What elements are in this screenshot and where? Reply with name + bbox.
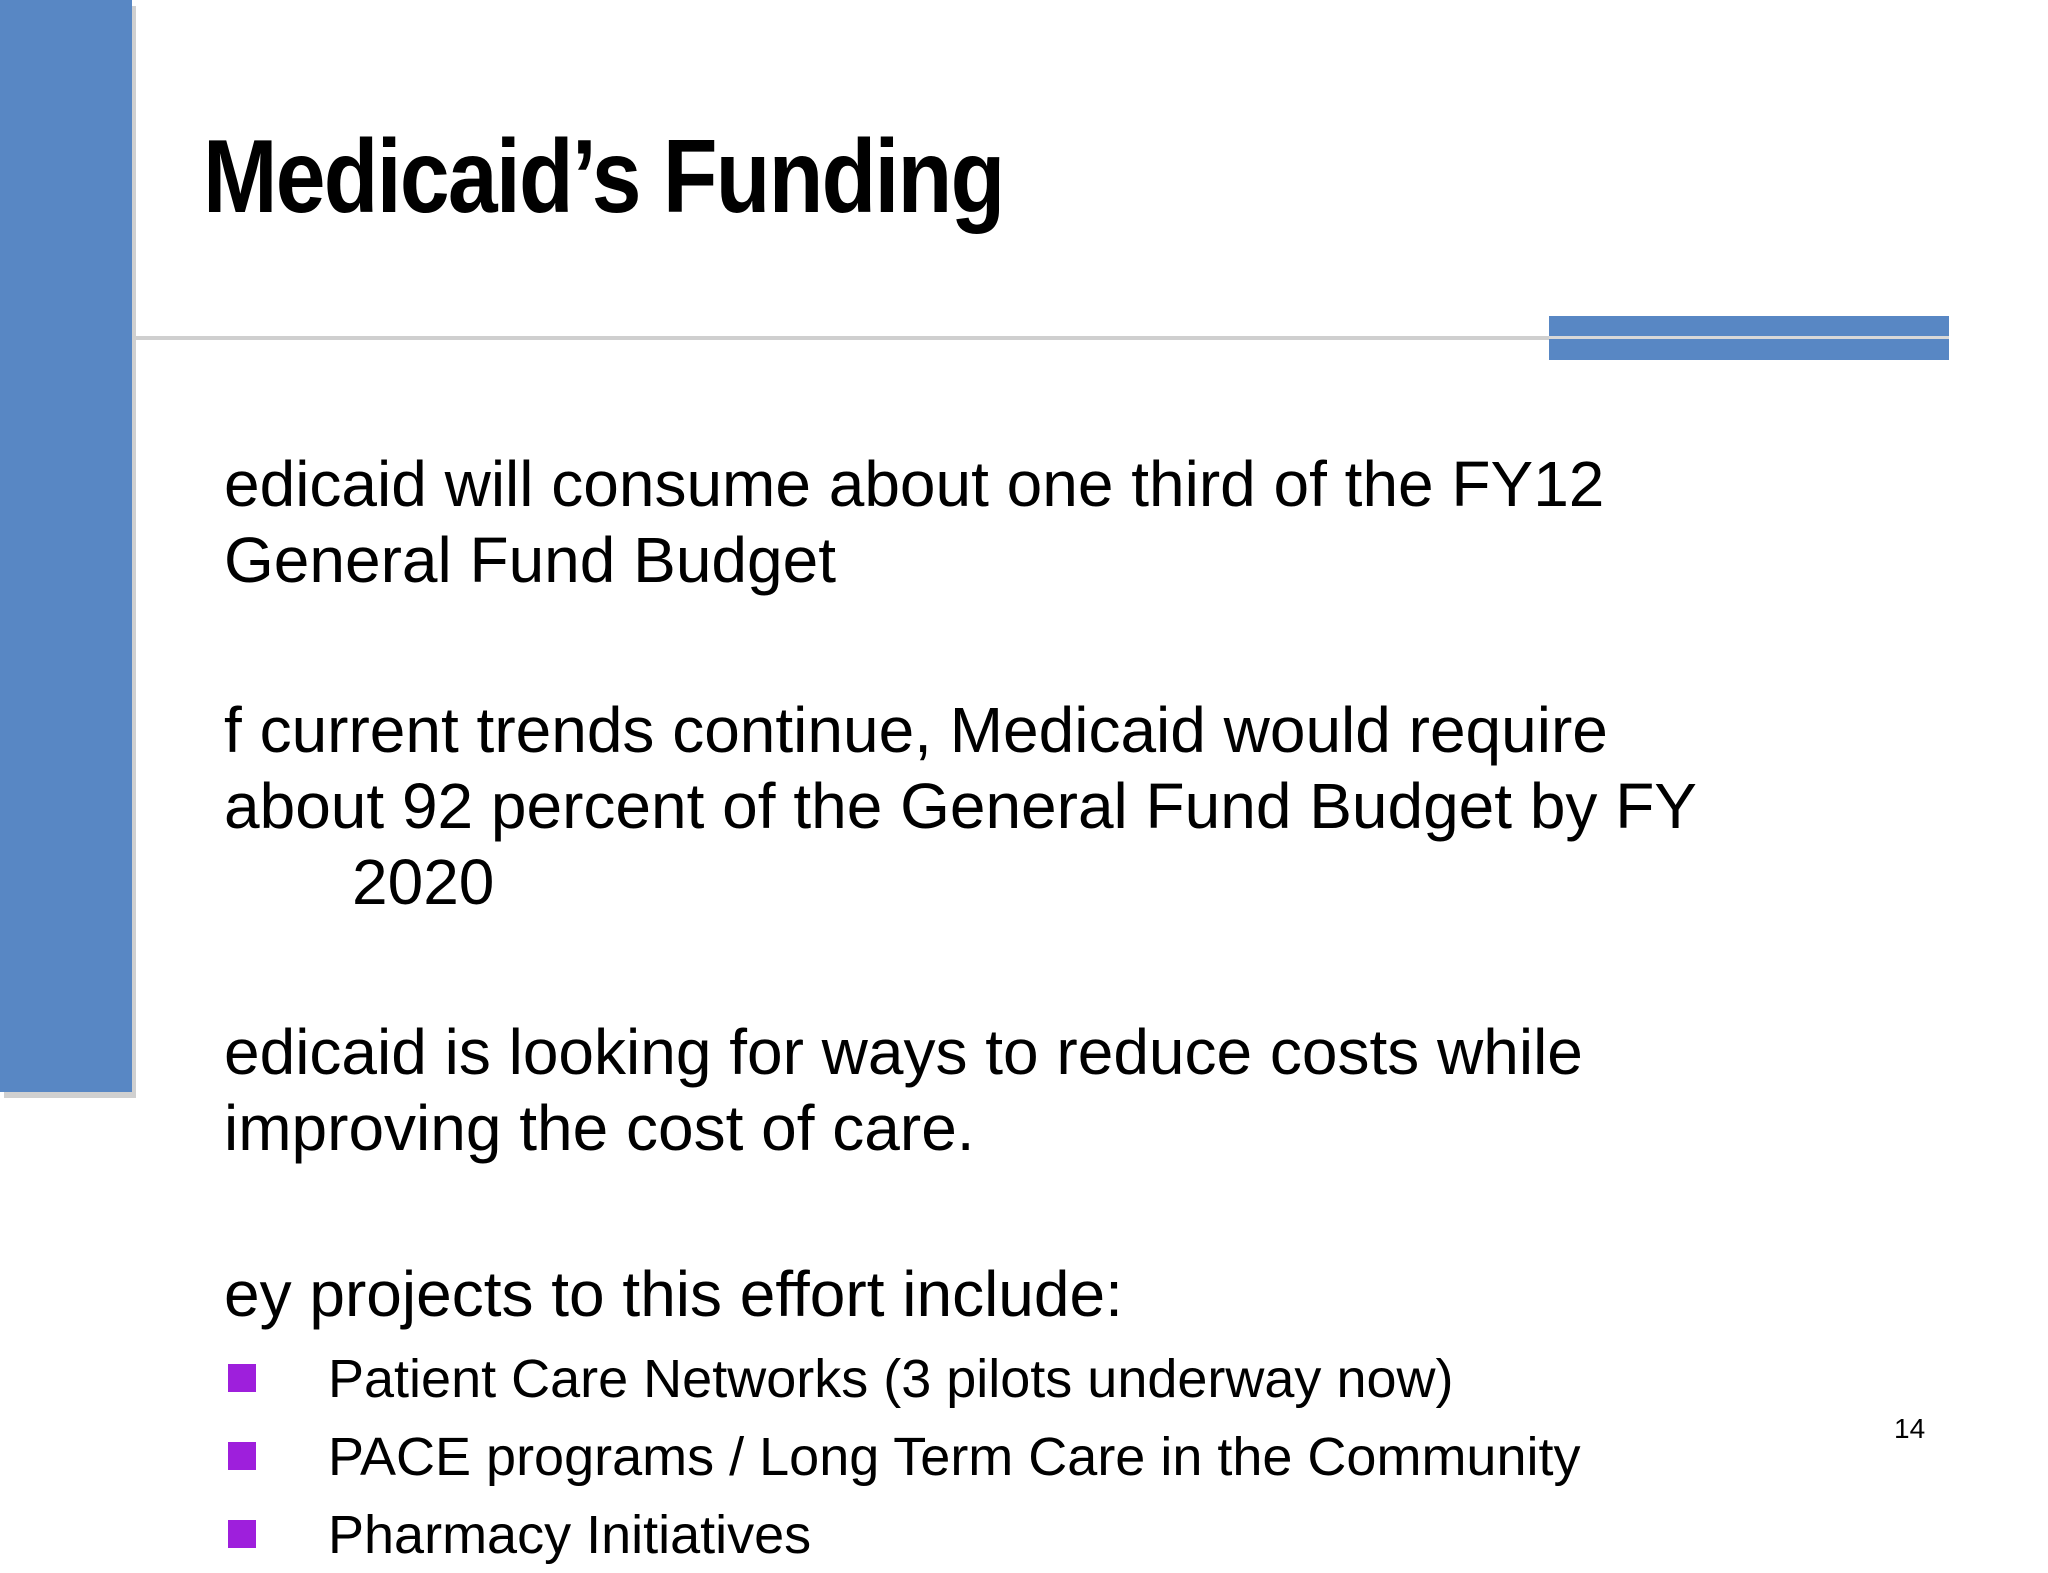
paragraph-budget-share xyxy=(224,446,1604,598)
paragraph-line: edicaid will consume about one third of the FY12 xyxy=(224,448,1605,520)
paragraph-line: improving the cost of care. xyxy=(224,1092,975,1164)
slide-title: Medicaid’s Funding xyxy=(203,119,1004,235)
paragraph-trend-projection xyxy=(224,692,1697,920)
square-bullet-icon xyxy=(228,1442,256,1470)
list-item-text: Patient Care Networks (3 pilots underway now) xyxy=(328,1349,1454,1409)
list-item-text: Pharmacy Initiatives xyxy=(328,1505,812,1565)
title-accent-bar xyxy=(1549,316,1949,360)
paragraph-cost-reduction xyxy=(224,1014,1583,1166)
list-item-text: PACE programs / Long Term Care in the Community xyxy=(328,1427,1581,1487)
square-bullet-icon xyxy=(228,1364,256,1392)
square-bullet-icon xyxy=(228,1520,256,1548)
paragraph-line: ey projects to this effort include: xyxy=(224,1258,1123,1330)
paragraph-line: edicaid is looking for ways to reduce costs while xyxy=(224,1016,1583,1088)
paragraph-line: General Fund Budget xyxy=(224,524,836,596)
paragraph-key-projects xyxy=(224,1256,1123,1332)
slide-number: 14 xyxy=(1894,1413,1926,1444)
paragraph-line-indented: 2020 xyxy=(352,846,495,918)
paragraph-line: f current trends continue, Medicaid would require xyxy=(224,694,1608,766)
paragraph-line: about 92 percent of the General Fund Budget by FY xyxy=(224,770,1697,842)
accent-bar-line xyxy=(1549,336,1949,339)
left-accent-bar xyxy=(0,0,132,1092)
